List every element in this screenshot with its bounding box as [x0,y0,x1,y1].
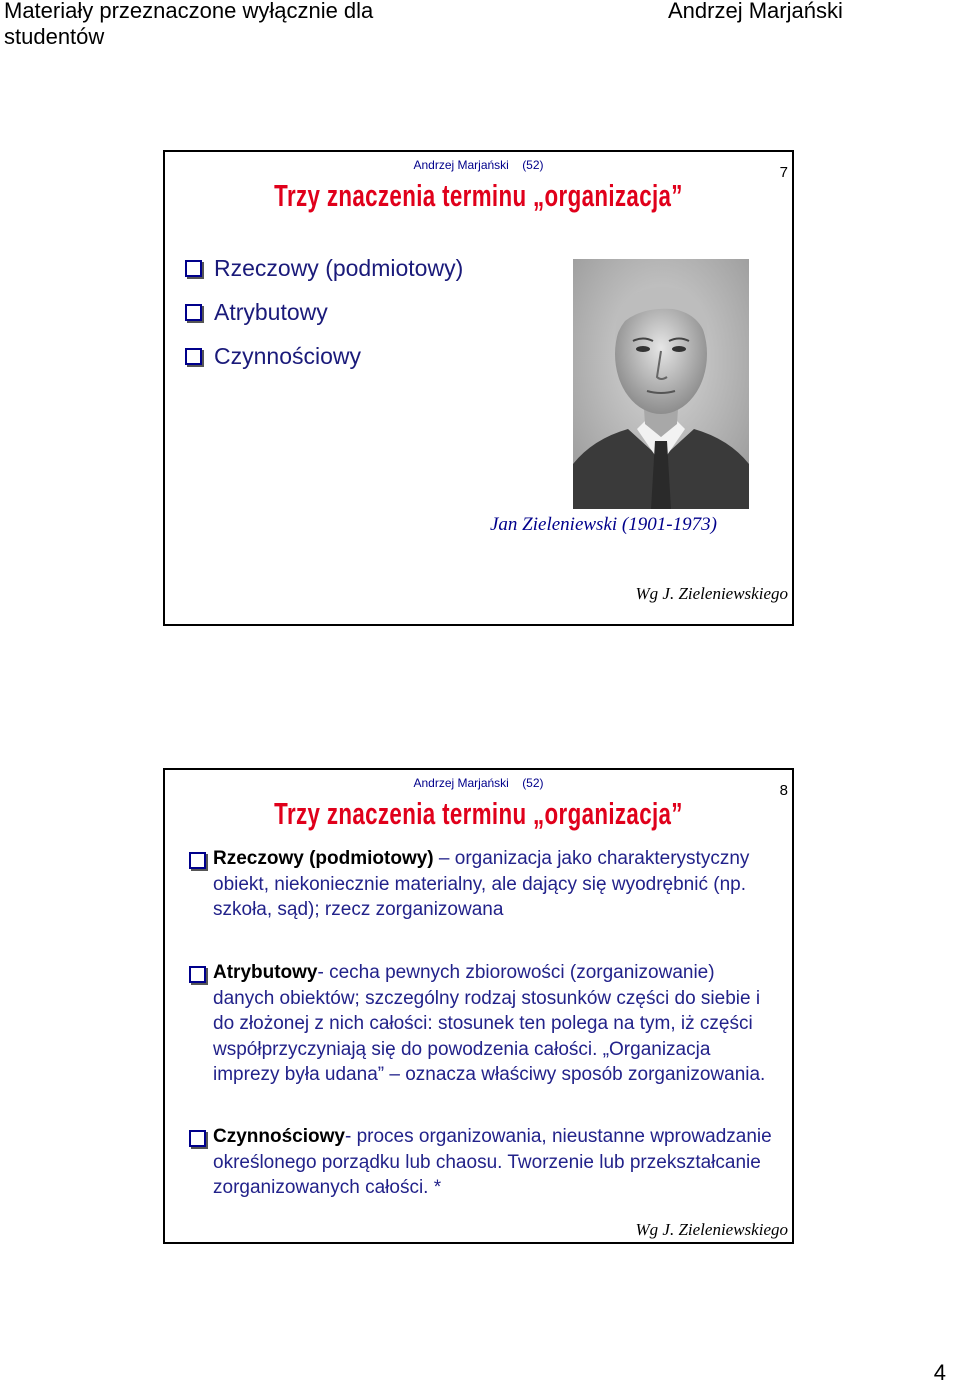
slide-code: (52) [522,158,544,172]
slide-source: Wg J. Zieleniewskiego [635,1220,788,1239]
definition-item [189,960,779,1088]
slide-code: (52) [522,776,544,790]
definition-term: Rzeczowy (podmiotowy) [213,848,434,869]
checkbox-bullet-icon [189,852,206,869]
bullet-label: Rzeczowy (podmiotowy) [214,254,464,281]
bullet-list [185,246,463,378]
checkbox-bullet-icon [189,1130,206,1147]
slide-8 [163,768,794,1244]
slide-author: Andrzej Marjański [413,776,509,790]
checkbox-bullet-icon [185,348,202,365]
bullet-label: Atrybutowy [214,298,328,325]
definition-item [189,846,779,923]
checkbox-bullet-icon [185,304,202,321]
definition-term: Czynnościowy [213,1126,345,1147]
portrait-photo [573,259,749,509]
slide-number: 7 [779,164,788,181]
definition-text: – organizacja jako charakterystyczny obiekt, niekoniecznie materialny, ale dający się wyodrębnić (np. szkoła, sąd); rzecz zorganizowana [213,848,750,920]
header-left: Materiały przeznaczone wyłącznie dla studentów [4,0,374,49]
slide-author-line [165,776,792,790]
definition-text: - cecha pewnych zbiorowości (zorganizowanie) danych obiektów; szczególny rodzaj stosunków części do siebie i do złożonej z nich całości: stosunek ten polega na tym, iż części współprzyczyniają się do powodzenia całości. „Organizacja imprezy była udana” – oznacza właściwy sposób zorganizowania. [213,962,766,1085]
bullet-label: Czynnościowy [214,342,361,369]
checkbox-bullet-icon [185,260,202,277]
definition-item [189,1124,779,1201]
slide-author-line [165,158,792,172]
portrait-caption: Jan Zieleniewski (1901-1973) [490,514,717,535]
slide-source: Wg J. Zieleniewskiego [635,584,788,603]
bullet-item [185,290,463,334]
bullet-item [185,334,463,378]
slide-title: Trzy znaczenia terminu „organizacja” [274,178,683,213]
page-number: 4 [933,1360,946,1385]
bullet-item [185,246,463,290]
slide-title: Trzy znaczenia terminu „organizacja” [274,796,683,831]
slide-number: 8 [779,782,788,799]
definition-term: Atrybutowy [213,962,318,983]
slide-author: Andrzej Marjański [413,158,509,172]
slide-7 [163,150,794,626]
header-right: Andrzej Marjański [668,0,843,23]
checkbox-bullet-icon [189,966,206,983]
definition-text: - proces organizowania, nieustanne wprowadzanie określonego porządku lub chaosu. Tworzenie lub przekształcanie zorganizowanych całości. * [213,1126,772,1198]
